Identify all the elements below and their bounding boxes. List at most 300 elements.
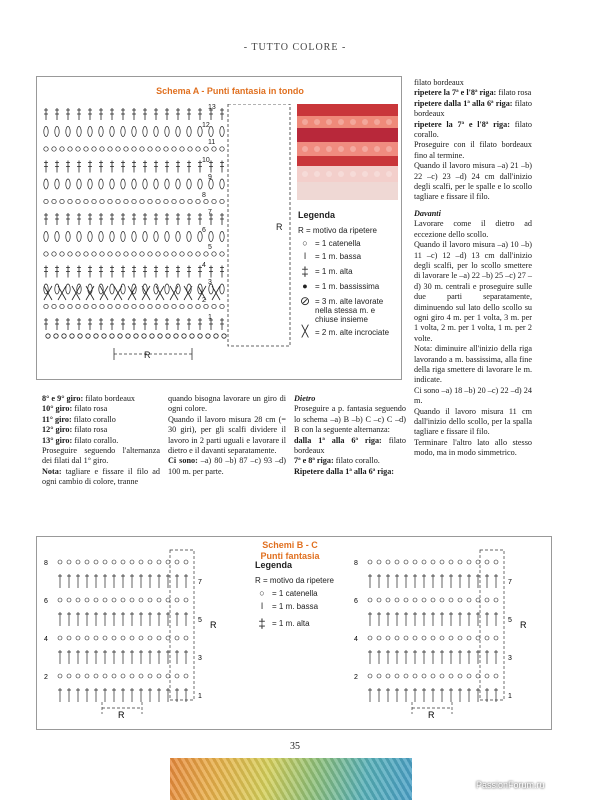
chain-stitch-mark [85, 636, 89, 640]
bold-label: ripetere la 7ª e l'8ª riga: [414, 88, 497, 98]
legend-item [298, 282, 398, 291]
treble-stitch-mark [165, 213, 169, 225]
treble-stitch-mark [368, 612, 372, 626]
treble-stitch-mark [55, 318, 59, 330]
row-number: 6 [44, 598, 48, 605]
crossed-stitch-mark [114, 286, 122, 300]
chain-stitch-mark [164, 199, 168, 203]
chain-stitch-mark [58, 636, 62, 640]
chain-stitch-mark [108, 147, 112, 151]
treble-stitch-mark [67, 612, 71, 626]
treble-stitch-mark [139, 612, 143, 626]
chain-stitch-mark [52, 147, 56, 151]
page-number: 35 [290, 741, 300, 752]
chain-stitch-mark [112, 560, 116, 564]
chain-stitch-mark [52, 252, 56, 256]
text-run: filato bordeaux [83, 394, 136, 403]
treble-stitch-mark [440, 650, 444, 664]
chain-stitch-mark [196, 147, 200, 151]
treble-stitch-mark [422, 688, 426, 702]
treble-crochet-icon: ‡ [258, 616, 266, 631]
davanti-paragraph: Quando il lavoro misura 11 cm dall'inizio dello scollo, per la spalla tagliare e fissare il filo. [414, 406, 532, 437]
legend-item [298, 328, 398, 337]
legend-text: = 1 catenella [272, 589, 318, 598]
puff-stitch-mark [132, 127, 136, 137]
chain-stitch-mark [121, 674, 125, 678]
row-number: 8 [202, 191, 206, 199]
chain-stitch-mark [196, 252, 200, 256]
treble-stitch-mark [395, 574, 399, 588]
chain-stitch-mark [100, 304, 104, 308]
schema-c-chart [352, 548, 532, 720]
slip-stitch-dot-icon: ● [302, 281, 308, 291]
chain-stitch-mark [84, 252, 88, 256]
chain-stitch-mark [413, 636, 417, 640]
chain-stitch-mark [130, 560, 134, 564]
treble-stitch-mark [458, 688, 462, 702]
chain-stitch-mark [148, 636, 152, 640]
treble-stitch-mark [88, 213, 92, 225]
footer-yarn-photo [170, 758, 412, 800]
row-number: 12 [202, 121, 210, 129]
row-number: 10 [202, 156, 210, 164]
puff-stitch-mark [55, 179, 59, 189]
schema-a-repeat-marker-side: R [276, 222, 283, 232]
chain-stitch-mark [431, 598, 435, 602]
chain-stitch-mark [404, 598, 408, 602]
row-number: 2 [354, 674, 358, 681]
puff-stitch-mark [99, 284, 103, 294]
treble-stitch-mark [132, 108, 136, 120]
chain-stitch-mark [449, 560, 453, 564]
treble-stitch-mark [166, 688, 170, 702]
chain-stitch-mark [467, 598, 471, 602]
puff-stitch-mark [77, 127, 81, 137]
treble-stitch-mark [165, 318, 169, 330]
text-run: filato rosa [72, 404, 108, 414]
treble-stitch-mark [85, 688, 89, 702]
treble-stitch-mark [112, 612, 116, 626]
chain-stitch-mark [46, 334, 50, 338]
repeat-box [480, 550, 504, 700]
treble-stitch-mark [99, 108, 103, 120]
treble-stitch-mark [175, 650, 179, 664]
treble-stitch-mark [467, 574, 471, 588]
chain-stitch-mark [60, 304, 64, 308]
treble-stitch-mark [85, 612, 89, 626]
chain-stitch-mark [84, 304, 88, 308]
row-number: 6 [354, 598, 358, 605]
treble-stitch-mark [377, 650, 381, 664]
text-line [414, 78, 532, 88]
chain-stitch-mark [92, 199, 96, 203]
treble-stitch-mark [110, 108, 114, 120]
treble-stitch-mark [404, 650, 408, 664]
puff-stitch-mark [77, 232, 81, 242]
chain-stitch-mark [476, 674, 480, 678]
bold-label: 10° giro: [42, 404, 73, 414]
chain-stitch-mark [86, 334, 90, 338]
puff-stitch-mark [187, 232, 191, 242]
crossed-stitch-mark [72, 286, 80, 300]
treble-stitch-mark [94, 650, 98, 664]
chain-stitch-mark [485, 598, 489, 602]
treble-stitch-mark [485, 612, 489, 626]
treble-stitch-mark [148, 650, 152, 664]
chain-stitch-mark [60, 199, 64, 203]
treble-stitch-mark [67, 574, 71, 588]
treble-stitch-mark [76, 612, 80, 626]
bold-label: Nota: [42, 466, 62, 476]
row-number: 4 [44, 636, 48, 643]
chain-stitch-mark [116, 199, 120, 203]
treble-stitch-mark [112, 574, 116, 588]
chain-stitch-mark [190, 334, 194, 338]
chain-stitch-mark [94, 334, 98, 338]
treble-stitch-mark [66, 161, 70, 173]
chain-stitch-mark [140, 199, 144, 203]
chain-stitch-mark [52, 304, 56, 308]
treble-stitch-mark [88, 108, 92, 120]
chain-stitch-mark [58, 560, 62, 564]
treble-stitch-mark [184, 574, 188, 588]
puff-stitch-mark [66, 284, 70, 294]
treble-stitch-mark [458, 650, 462, 664]
chain-stitch-mark [180, 304, 184, 308]
chain-stitch-mark [44, 304, 48, 308]
treble-stitch-mark [99, 266, 103, 278]
davanti-paragraph: Ci sono –a) 18 –b) 20 –c) 22 –d) 24 m. [414, 385, 532, 406]
treble-stitch-mark [154, 161, 158, 173]
chain-stitch-mark [184, 674, 188, 678]
row-number: 1 [508, 693, 512, 700]
text-run: filato corallo. [72, 435, 119, 445]
treble-stitch-mark [55, 213, 59, 225]
chain-stitch-mark [449, 674, 453, 678]
chain-stitch-mark [431, 560, 435, 564]
chain-stitch-mark [148, 304, 152, 308]
schema-a-chart [42, 104, 297, 366]
chain-stitch-mark [196, 199, 200, 203]
treble-stitch-mark [368, 688, 372, 702]
chain-stitch-mark [44, 199, 48, 203]
text-column-1 [42, 394, 160, 488]
chain-stitch-mark [431, 636, 435, 640]
chain-stitch-mark [108, 199, 112, 203]
chain-stitch-mark [124, 147, 128, 151]
chain-stitch-mark [175, 636, 179, 640]
text-line [294, 436, 406, 457]
treble-stitch-mark [55, 108, 59, 120]
text-line [294, 456, 406, 466]
chain-stitch-mark [377, 636, 381, 640]
puff-stitch-mark [99, 127, 103, 137]
text-line [42, 446, 160, 467]
chain-stitch-mark [94, 674, 98, 678]
legend-item [298, 252, 398, 261]
treble-stitch-mark [76, 688, 80, 702]
davanti-paragraph: Terminare l'altro lato allo stesso modo, ma in modo simmetrico. [414, 437, 532, 458]
chain-stitch-mark [67, 636, 71, 640]
chain-stitch-mark [431, 674, 435, 678]
treble-stitch-mark [121, 108, 125, 120]
davanti-paragraph: Lavorare come il dietro ad eccezione dello scollo. [414, 219, 532, 239]
chain-stitch-mark [476, 636, 480, 640]
chain-stitch-mark [94, 636, 98, 640]
puff-stitch-mark [55, 127, 59, 137]
treble-stitch-mark [157, 574, 161, 588]
treble-stitch-mark [85, 574, 89, 588]
treble-stitch-mark [58, 688, 62, 702]
chain-stitch-mark [84, 147, 88, 151]
chain-stitch-mark [148, 252, 152, 256]
row-number: 4 [354, 636, 358, 643]
chain-stitch-mark [54, 334, 58, 338]
text-run: tagliare e fissare il filo ad ogni cambio di colore, tranne [42, 466, 160, 487]
treble-stitch-mark [187, 108, 191, 120]
chain-stitch-mark [58, 674, 62, 678]
row-number: 5 [198, 617, 202, 624]
treble-stitch-mark [449, 688, 453, 702]
treble-stitch-mark [44, 266, 48, 278]
puff-stitch-mark [176, 127, 180, 137]
chain-stitch-mark [404, 674, 408, 678]
treble-stitch-mark [143, 318, 147, 330]
treble-stitch-mark [386, 574, 390, 588]
treble-stitch-mark [458, 574, 462, 588]
treble-stitch-mark [110, 266, 114, 278]
puff-stitch-mark [110, 232, 114, 242]
text-line [42, 436, 160, 446]
chain-stitch-mark [60, 252, 64, 256]
treble-stitch-mark [368, 574, 372, 588]
treble-crochet-icon: ‡ [301, 264, 309, 279]
treble-stitch-mark [148, 688, 152, 702]
chain-stitch-mark [458, 560, 462, 564]
puff-stitch-mark [110, 127, 114, 137]
treble-stitch-mark [467, 650, 471, 664]
treble-stitch-mark [44, 108, 48, 120]
chain-stitch-mark [103, 636, 107, 640]
chain-stitch-mark [395, 598, 399, 602]
chain-stitch-mark [76, 636, 80, 640]
chain-stitch-mark [172, 199, 176, 203]
chain-stitch-mark [76, 304, 80, 308]
treble-stitch-mark [440, 688, 444, 702]
puff-stitch-mark [143, 127, 147, 137]
legend-text: R = motivo da ripetere [298, 226, 377, 235]
treble-stitch-mark [58, 650, 62, 664]
treble-stitch-mark [157, 612, 161, 626]
legend-item [255, 589, 355, 598]
treble-stitch-mark [449, 574, 453, 588]
chain-stitch-mark [85, 674, 89, 678]
row-number: 2 [202, 296, 206, 304]
chain-stitch-mark [440, 560, 444, 564]
legend-text: = 1 m. bassa [315, 252, 362, 261]
treble-stitch-mark [377, 612, 381, 626]
puff-stitch-mark [55, 284, 59, 294]
treble-stitch-mark [413, 574, 417, 588]
chain-stitch-mark [68, 199, 72, 203]
puff-stitch-mark [44, 179, 48, 189]
treble-stitch-mark [66, 213, 70, 225]
treble-stitch-mark [458, 612, 462, 626]
text-line [42, 394, 160, 404]
treble-stitch-mark [494, 574, 498, 588]
chain-stitch-mark [422, 674, 426, 678]
chain-stitch-mark [476, 598, 480, 602]
chain-stitch-mark [76, 252, 80, 256]
treble-stitch-mark [368, 650, 372, 664]
text-line [414, 140, 532, 161]
treble-stitch-mark [154, 318, 158, 330]
treble-stitch-mark [121, 161, 125, 173]
chain-stitch-mark [158, 334, 162, 338]
chain-stitch-mark [116, 252, 120, 256]
treble-stitch-mark [121, 688, 125, 702]
chain-stitch-mark [184, 560, 188, 564]
chain-stitch-mark [494, 560, 498, 564]
chain-stitch-mark [62, 334, 66, 338]
bold-label: 8° e 9° giro: [42, 394, 84, 403]
chain-stitch-mark [180, 199, 184, 203]
row-number: 8 [354, 560, 358, 567]
row-number: 1 [198, 693, 202, 700]
chain-stitch-mark [196, 304, 200, 308]
chain-stitch-mark [174, 334, 178, 338]
schema-a-row-numbers [202, 104, 222, 364]
chain-stitch-mark [222, 334, 226, 338]
treble-stitch-mark [440, 612, 444, 626]
chain-stitch-mark [67, 598, 71, 602]
puff-stitch-mark [110, 284, 114, 294]
treble-stitch-mark [395, 650, 399, 664]
chain-stitch-mark [440, 598, 444, 602]
treble-stitch-mark [184, 612, 188, 626]
treble-stitch-mark [76, 650, 80, 664]
chain-stitch-mark [76, 560, 80, 564]
chain-stitch-mark [172, 147, 176, 151]
chain-stitch-mark [130, 674, 134, 678]
treble-stitch-mark [44, 161, 48, 173]
chain-stitch-mark [449, 598, 453, 602]
chain-stitch-mark [368, 674, 372, 678]
treble-stitch-mark [139, 574, 143, 588]
chain-stitch-mark [485, 636, 489, 640]
treble-stitch-mark [110, 161, 114, 173]
puff-stitch-mark [66, 232, 70, 242]
treble-stitch-mark [154, 108, 158, 120]
treble-stitch-mark [176, 108, 180, 120]
chain-stitch-mark [494, 636, 498, 640]
treble-stitch-mark [176, 161, 180, 173]
treble-stitch-mark [143, 161, 147, 173]
treble-stitch-mark [476, 612, 480, 626]
treble-stitch-mark [187, 266, 191, 278]
text-run: Quando il lavoro misura –a) 21 –b) 22 –c) 23 –d) 24 cm dall'inizio degli scalfi, per le spalle e lo scollo tagliare e fissare il filo. [414, 161, 532, 202]
chain-stitch-mark [386, 674, 390, 678]
chain-stitch-mark [386, 636, 390, 640]
treble-stitch-mark [165, 266, 169, 278]
chain-stitch-mark [70, 334, 74, 338]
chain-stitch-mark [368, 636, 372, 640]
chain-stitch-mark [413, 560, 417, 564]
puff-stitch-mark [77, 284, 81, 294]
chain-stitch-mark [67, 560, 71, 564]
treble-stitch-mark [121, 266, 125, 278]
text-line [294, 404, 406, 435]
treble-stitch-mark [485, 574, 489, 588]
puff-stitch-mark [154, 232, 158, 242]
chain-stitch-mark [180, 252, 184, 256]
treble-stitch-mark [176, 213, 180, 225]
treble-stitch-mark [431, 650, 435, 664]
chain-stitch-mark [157, 636, 161, 640]
treble-stitch-mark [175, 612, 179, 626]
text-line [168, 394, 286, 415]
puff-stitch-mark [88, 127, 92, 137]
chain-stitch-mark [377, 598, 381, 602]
bold-label: dalla 1ª alla 6ª riga: [294, 435, 382, 445]
row-number: 13 [208, 104, 216, 111]
treble-stitch-mark [76, 574, 80, 588]
text-run: Proseguire seguendo l'alternanza dei filati dal 1° giro. [42, 446, 160, 466]
text-run: filato corallo. [333, 456, 380, 466]
treble-stitch-mark [476, 688, 480, 702]
chain-stitch-mark [467, 560, 471, 564]
chain-stitch-mark [124, 199, 128, 203]
chain-stitch-mark [172, 304, 176, 308]
chain-stitch-mark [485, 560, 489, 564]
chain-stitch-mark [108, 304, 112, 308]
chain-stitch-mark [386, 598, 390, 602]
puff-stitch-mark [77, 179, 81, 189]
treble-stitch-mark [413, 688, 417, 702]
chain-stitch-mark [44, 147, 48, 151]
schema-a-legend [298, 210, 398, 341]
treble-stitch-mark [404, 574, 408, 588]
chain-stitch-mark [494, 674, 498, 678]
treble-stitch-mark [77, 318, 81, 330]
treble-stitch-mark [44, 318, 48, 330]
chain-stitch-mark [78, 334, 82, 338]
chain-stitch-mark [92, 252, 96, 256]
chain-stitch-mark [422, 560, 426, 564]
treble-stitch-mark [166, 612, 170, 626]
single-crochet-icon: ǀ [260, 601, 264, 611]
chain-stitch-mark [142, 334, 146, 338]
schemi-bc-title [230, 540, 350, 562]
legend-text: = 1 m. alta [315, 267, 353, 276]
legend-text: = 1 m. bassissima [315, 282, 380, 291]
davanti-paragraph: Quando il lavoro misura –a) 10 –b) 11 –c) 12 –d) 13 cm dall'inizio degli scalfi, per lo scollo smettere di lavorare le –a) 22 –b) 25 –c) 27 –d) 30 m. centrali e proseguire sulle due parti separatamente, diminuendo sul lato dello scollo su ogni giro 4 m. per 1 volta, 3 m. per 1 volta, 2 m. per 1 volta, 1 m. per 2 volte. [414, 240, 532, 343]
text-line [42, 415, 160, 425]
bold-label: ripetere la 7ª e l'8ª riga: [414, 119, 510, 129]
treble-stitch-mark [422, 574, 426, 588]
text-run: Proseguire a p. fantasia seguendo lo schema –a) B –b) C –c) C –d) B con la seguente alternanza: [294, 404, 406, 435]
treble-stitch-mark [485, 650, 489, 664]
row-number: 4 [202, 261, 206, 269]
legend-text: = 1 m. bassa [272, 602, 319, 611]
chain-stitch-mark [156, 252, 160, 256]
row-number: 3 [198, 655, 202, 662]
repeat-box [170, 550, 194, 700]
chain-stitch-mark [132, 252, 136, 256]
repeat-marker-side: R [210, 620, 217, 630]
chain-stitch-mark [103, 560, 107, 564]
legend-item [255, 602, 355, 611]
